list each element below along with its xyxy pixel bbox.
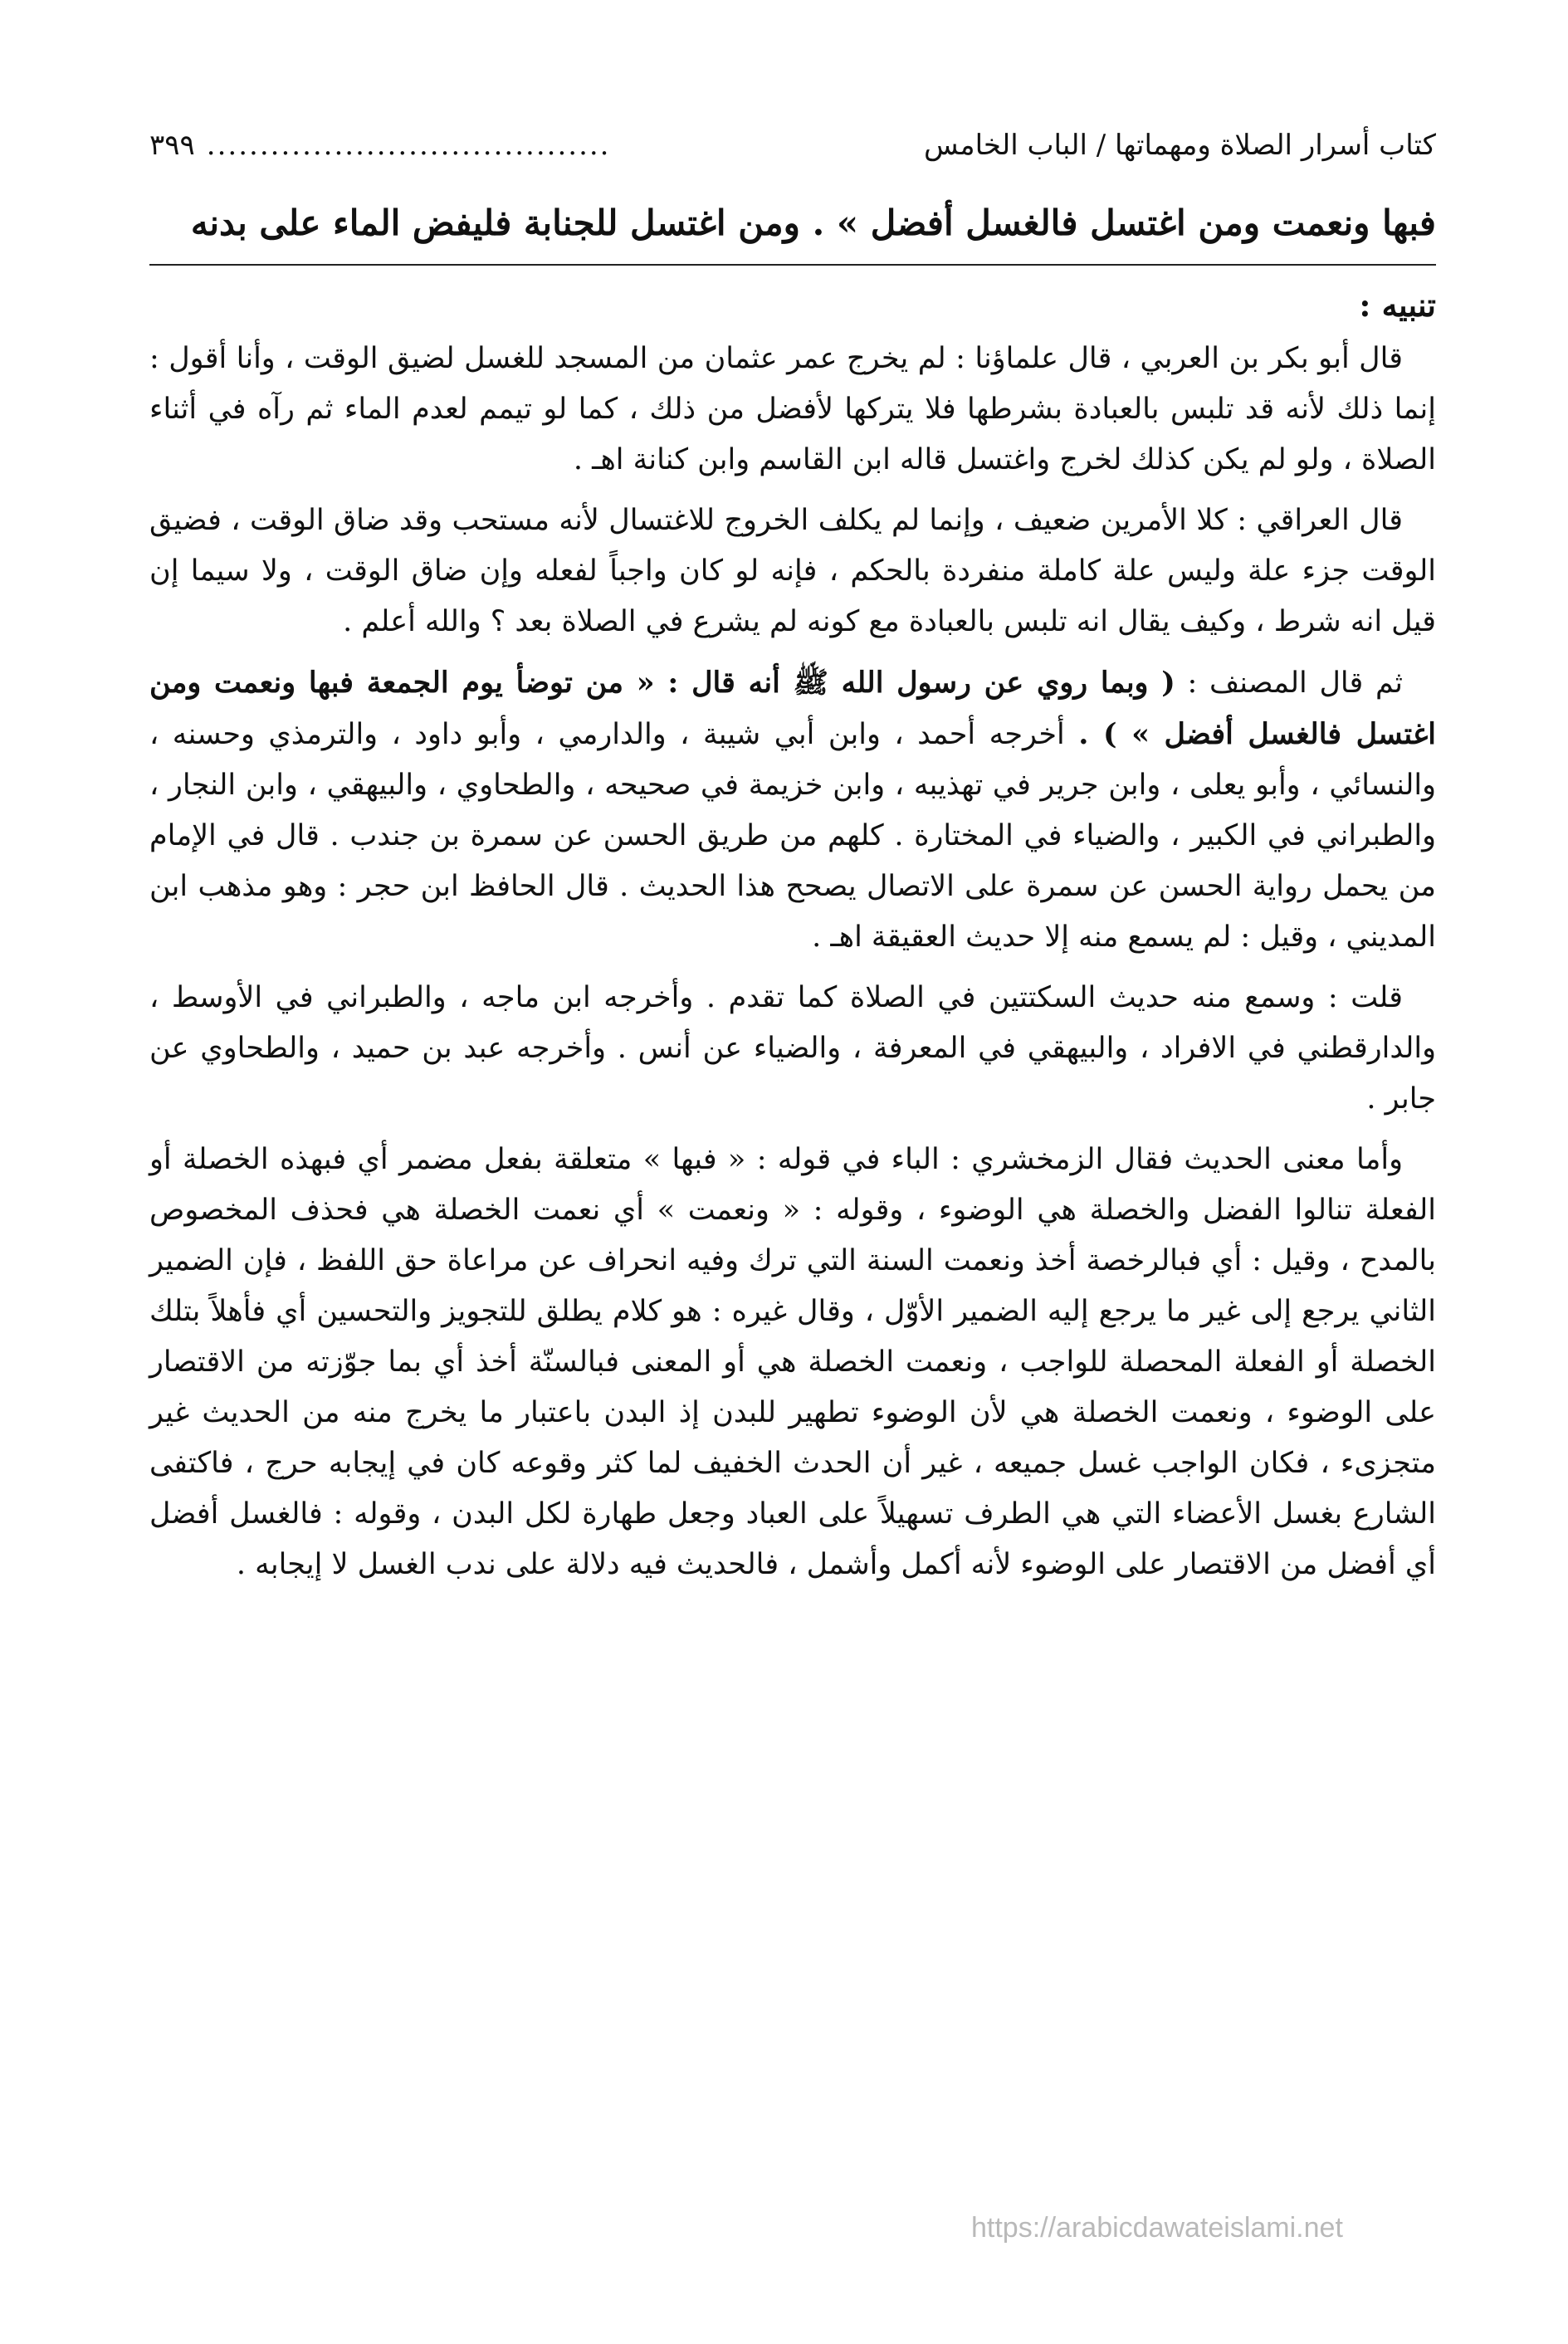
running-header xyxy=(149,125,1436,174)
paragraph-2: قال العراقي : كلا الأمرين ضعيف ، وإنما لم يكلف الخروج للاغتسال لأنه مستحب وقد ضاق الوقت ، فضيق الوقت جزء علة وليس علة كاملة منفردة بالحكم ، فإنه لو كان واجباً لفعله وإن ضاق الوقت ، ولا سيما إن قيل انه شرط ، وكيف يقال انه تلبس بالعبادة مع كونه لم يشرع في الصلاة بعد ؟ والله أعلم . xyxy=(149,504,1436,638)
paragraph-3 xyxy=(149,657,1436,963)
section-divider xyxy=(149,264,1436,266)
carryover-line: فبها ونعمت ومن اغتسل فالغسل أفضل » . ومن اغتسل للجنابة فليفض الماء على بدنه xyxy=(190,203,1436,243)
paragraph-3-takhrij: أخرجه أحمد ، وابن أبي شيبة ، والدارمي ، وأبو داود ، والترمذي وحسنه ، والنسائي ، وأبو يعلى ، وابن جرير في تهذيبه ، وابن خزيمة في صحيحه ، والطحاوي ، والبيهقي ، وابن النجار ، والطبراني في الكبير ، والضياء في المختارة . كلهم من طريق الحسن عن سمرة بن جندب . قال في الإمام من يحمل رواية الحسن عن سمرة على الاتصال يصحح هذا الحديث . قال الحافظ ابن حجر : وهو مذهب ابن المديني ، وقيل : لم يسمع منه إلا حديث العقيقة اهـ . xyxy=(149,718,1436,954)
paragraph-3-intro: ثم قال المصنف : xyxy=(1187,667,1403,700)
watermark-url: https://arabicdawateislami.net xyxy=(971,2212,1343,2244)
page-number: ٣٩٩ xyxy=(149,129,195,162)
leader-dots: ...................................... xyxy=(206,129,611,162)
paragraph-4: قلت : وسمع منه حديث السكتتين في الصلاة كما تقدم . وأخرجه ابن ماجه ، والطبراني في الأوسط ، والدارقطني في الافراد ، والبيهقي في المعرفة ، والضياء عن أنس . وأخرجه عبد بن حميد ، والطحاوي عن جابر . xyxy=(149,981,1436,1116)
book-page xyxy=(149,125,1436,2283)
note-heading: تنبيه : xyxy=(1359,286,1436,324)
paragraph-3-hadith: ( وبما روي عن رسول الله ﷺ أنه قال : « من توضأ يوم الجمعة فبها ونعمت ومن اغتسل فالغسل أفضل » ) . xyxy=(149,666,1436,751)
paragraph-1: قال أبو بكر بن العربي ، قال علماؤنا : لم يخرج عمر عثمان من المسجد للغسل لضيق الوقت ، وأنا أقول : إنما ذلك لأنه قد تلبس بالعبادة بشرطها فلا يتركها لأفضل من ذلك ، كما لو تيمم لعدم الماء ثم رآه في أثناء الصلاة ، ولو لم يكن كذلك لخرج واغتسل قاله ابن القاسم وابن كنانة اهـ . xyxy=(149,342,1436,476)
running-title: كتاب أسرار الصلاة ومهماتها / الباب الخامس xyxy=(924,129,1436,162)
paragraph-5: وأما معنى الحديث فقال الزمخشري : الباء في قوله : « فبها » متعلقة بفعل مضمر أي فبهذه الخصلة أو الفعلة تنالوا الفضل والخصلة هي الوضوء ، وقوله : « ونعمت » أي نعمت الخصلة هي فحذف المخصوص بالمدح ، وقيل : أي فبالرخصة أخذ ونعمت السنة التي ترك وفيه انحراف عن مراعاة حق اللفظ ، فإن الضمير الثاني يرجع إلى غير ما يرجع إليه الضمير الأوّل ، وقال غيره : هو كلام يطلق للتجويز والتحسين أي فأهلاً بتلك الخصلة أو الفعلة المحصلة للواجب ، ونعمت الخصلة هي أو المعنى فبالسنّة أخذ أي بما جوّزته من الاقتصار على الوضوء ، ونعمت الخصلة هي لأن الوضوء تطهير للبدن إذ البدن باعتبار ما يخرج منه من الحديث غير متجزىء ، فكان الواجب غسل جميعه ، غير أن الحدث الخفيف لما كثر وقوعه كان في إيجابه حرج ، فاكتفى الشارع بغسل الأعضاء التي هي الطرف تسهيلاً على العباد وجعل طهارة لكل البدن ، وقوله : فالغسل أفضل أي أفضل من الاقتصار على الوضوء لأنه أكمل وأشمل ، فالحديث فيه دلالة على ندب الغسل لا إيجابه . xyxy=(149,1143,1436,1581)
